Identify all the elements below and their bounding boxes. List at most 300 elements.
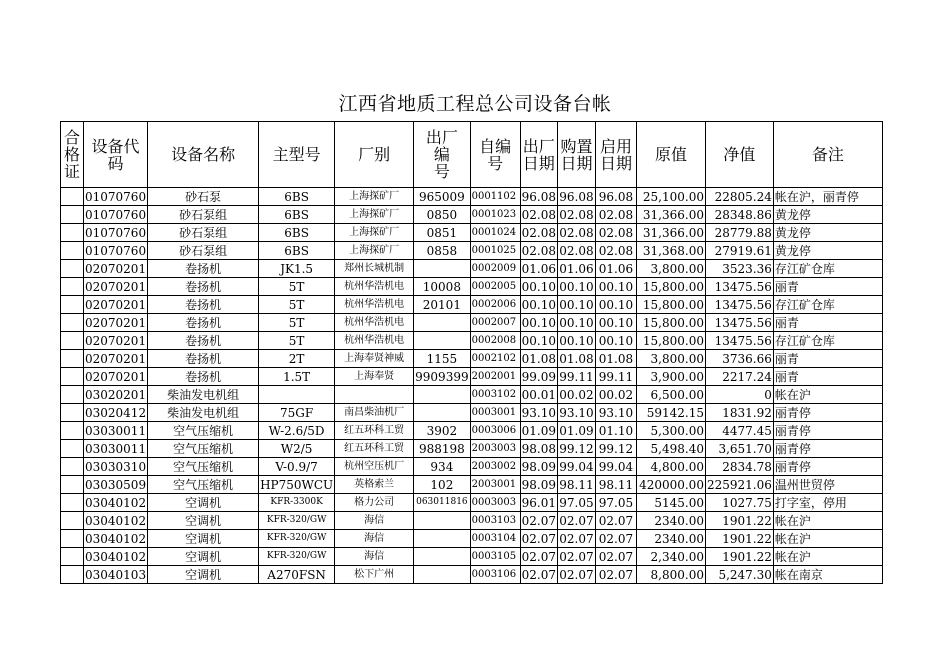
cell-net-value: 3736.66 <box>705 350 773 368</box>
cell-factory-no <box>414 530 470 548</box>
cell-net-value: 5,247.30 <box>705 566 773 584</box>
cell-cert <box>61 278 84 296</box>
cell-model: W-2.6/5D <box>259 422 335 440</box>
cell-buy-date: 01.06 <box>559 261 594 276</box>
cell-orig-value: 31,368.00 <box>636 242 705 260</box>
cell-made-date: 96.01 <box>521 495 556 510</box>
cell-model: 6BS <box>259 206 335 224</box>
cell-self-no: 0003106 <box>470 566 520 584</box>
cell-factory: 上海奉贤神威 <box>335 350 414 368</box>
table-row <box>61 242 883 260</box>
cell-self-no: 2003002 <box>470 458 520 476</box>
cell-made-date: 01.08 <box>521 351 556 366</box>
cell-made-date: 98.08 <box>521 441 556 456</box>
cell-orig-value: 59142.15 <box>636 404 705 422</box>
cell-factory: 杭州华浩机电 <box>335 314 414 332</box>
cell-use-date: 01.10 <box>595 422 636 440</box>
cell-factory-no <box>414 332 470 350</box>
cell-factory-no: 3902 <box>414 422 470 440</box>
cell-buy-date: 00.10 <box>559 315 594 330</box>
cell-factory: 杭州华浩机电 <box>335 332 414 350</box>
cell-orig-value: 4,800.00 <box>636 458 705 476</box>
cell-net-value: 13475.56 <box>705 296 773 314</box>
table-row <box>61 476 883 494</box>
cell-made-date: 02.07 <box>521 567 556 582</box>
cell-use-date: 00.10 <box>595 314 636 332</box>
cell-cert <box>61 386 84 404</box>
table-row <box>61 332 883 350</box>
cell-orig-value: 5,498.40 <box>636 440 705 458</box>
header-row <box>61 122 883 188</box>
cell-made-date: 01.09 <box>521 423 556 438</box>
cell-buy-date: 01.09 <box>559 423 594 438</box>
cell-code: 03030509 <box>85 477 147 492</box>
cell-self-no: 0001102 <box>470 188 520 206</box>
cell-orig-value: 15,800.00 <box>636 314 705 332</box>
cell-name: 卷扬机 <box>148 278 259 296</box>
cell-buy-date: 02.07 <box>559 531 594 546</box>
cell-buy-date: 00.10 <box>559 279 594 294</box>
cell-name: 卷扬机 <box>148 296 259 314</box>
table-row <box>61 314 883 332</box>
cell-self-no: 0002005 <box>470 278 520 296</box>
cell-self-no: 0003105 <box>470 548 520 566</box>
cell-model: 6BS <box>259 224 335 242</box>
cell-buy-date: 02.07 <box>559 549 594 564</box>
cell-factory-no: 0851 <box>414 224 470 242</box>
cell-self-no: 0003104 <box>470 530 520 548</box>
cell-note: 丽青停 <box>773 404 882 422</box>
table-row <box>61 548 883 566</box>
header-self-no: 自编 号 <box>470 122 520 188</box>
cell-net-value: 1831.92 <box>705 404 773 422</box>
cell-use-date: 02.07 <box>595 566 636 584</box>
cell-buy-date: 98.11 <box>559 477 594 492</box>
cell-code: 03020412 <box>85 405 147 420</box>
table-row <box>61 350 883 368</box>
cell-code: 01070760 <box>85 225 147 240</box>
cell-name: 卷扬机 <box>148 314 259 332</box>
table-row <box>61 440 883 458</box>
cell-factory-no: 1155 <box>414 350 470 368</box>
cell-factory: 杭州空压机厂 <box>335 458 414 476</box>
cell-self-no: 0001025 <box>470 242 520 260</box>
cell-note: 丽青停 <box>773 440 882 458</box>
cell-net-value: 13475.56 <box>705 278 773 296</box>
cell-buy-date: 99.11 <box>559 369 594 384</box>
cell-made-date: 02.07 <box>521 549 556 564</box>
cell-factory-no <box>414 260 470 278</box>
cell-code: 01070760 <box>85 243 147 258</box>
cell-made-date: 00.10 <box>521 279 556 294</box>
cell-self-no: 0003003 <box>470 494 520 512</box>
cell-cert <box>61 566 84 584</box>
page-title: 江西省地质工程总公司设备台帐 <box>338 93 612 115</box>
cell-net-value: 1027.75 <box>705 494 773 512</box>
cell-name: 空气压缩机 <box>148 458 259 476</box>
cell-factory: 海信 <box>335 548 414 566</box>
cell-made-date: 00.10 <box>521 315 556 330</box>
cell-code: 03040103 <box>85 567 147 582</box>
cell-factory-no: 20101 <box>414 296 470 314</box>
cell-orig-value: 8,800.00 <box>636 566 705 584</box>
cell-made-date: 02.08 <box>521 225 556 240</box>
cell-name: 空气压缩机 <box>148 422 259 440</box>
cell-self-no: 0002006 <box>470 296 520 314</box>
cell-note: 黄龙停 <box>773 224 882 242</box>
cell-buy-date: 02.07 <box>559 513 594 528</box>
header-net-value: 净值 <box>705 122 773 188</box>
cell-factory-no: 063011816 <box>414 494 470 512</box>
cell-code: 02070201 <box>85 333 147 348</box>
cell-net-value: 28348.86 <box>705 206 773 224</box>
cell-buy-date: 00.10 <box>559 297 594 312</box>
cell-buy-date: 00.02 <box>559 387 594 402</box>
cell-note: 丽青停 <box>773 422 882 440</box>
cell-note: 存江矿仓库 <box>773 260 882 278</box>
cell-net-value: 4477.45 <box>705 422 773 440</box>
cell-use-date: 02.08 <box>595 224 636 242</box>
cell-code: 03030310 <box>85 459 147 474</box>
cell-note: 帐在南京 <box>773 566 882 584</box>
cell-code: 02070201 <box>85 315 147 330</box>
cell-factory-no <box>414 404 470 422</box>
table-row <box>61 224 883 242</box>
cell-factory: 海信 <box>335 530 414 548</box>
cell-model: KFR-3300K <box>259 494 335 512</box>
cell-name: 砂石泵组 <box>148 206 259 224</box>
cell-made-date: 02.08 <box>521 207 556 222</box>
header-factory: 厂别 <box>335 122 414 188</box>
cell-cert <box>61 422 84 440</box>
cell-factory-no: 102 <box>414 476 470 494</box>
cell-factory: 上海探矿厂 <box>335 206 414 224</box>
cell-cert <box>61 458 84 476</box>
cell-use-date: 02.07 <box>595 548 636 566</box>
cell-net-value: 1901.22 <box>705 512 773 530</box>
cell-cert <box>61 476 84 494</box>
cell-buy-date: 02.07 <box>559 567 594 582</box>
cell-name: 砂石泵 <box>148 188 259 206</box>
cell-cert <box>61 512 84 530</box>
cell-use-date: 02.07 <box>595 530 636 548</box>
cell-note: 丽青停 <box>773 458 882 476</box>
cell-model: 1.5T <box>259 368 335 386</box>
table-row <box>61 422 883 440</box>
cell-name: 卷扬机 <box>148 368 259 386</box>
cell-orig-value: 5,300.00 <box>636 422 705 440</box>
cell-orig-value: 3,800.00 <box>636 260 705 278</box>
cell-cert <box>61 296 84 314</box>
cell-code: 03040102 <box>85 513 147 528</box>
cell-code: 03030011 <box>85 441 147 456</box>
table-row <box>61 494 883 512</box>
cell-made-date: 98.09 <box>521 459 556 474</box>
table-row <box>61 566 883 584</box>
cell-name: 空调机 <box>148 530 259 548</box>
cell-use-date: 02.07 <box>595 512 636 530</box>
cell-code: 02070201 <box>85 369 147 384</box>
cell-factory-no: 965009 <box>414 188 470 206</box>
cell-model: A270FSN <box>259 566 335 584</box>
table-row <box>61 188 883 206</box>
cell-cert <box>61 224 84 242</box>
cell-cert <box>61 548 84 566</box>
cell-use-date: 96.08 <box>595 188 636 206</box>
table-row <box>61 368 883 386</box>
cell-name: 卷扬机 <box>148 350 259 368</box>
header-cert: 合 格 证 <box>61 122 84 188</box>
cell-net-value: 225921.06 <box>706 477 772 492</box>
cell-model: KFR-320/GW <box>259 512 335 530</box>
cell-factory-no <box>414 548 470 566</box>
cell-self-no: 2003003 <box>470 440 520 458</box>
cell-self-no: 0001024 <box>470 224 520 242</box>
cell-net-value: 1901.22 <box>705 530 773 548</box>
cell-orig-value: 420000.00 <box>636 476 705 494</box>
cell-made-date: 00.10 <box>521 333 556 348</box>
cell-cert <box>61 188 84 206</box>
cell-cert <box>61 530 84 548</box>
header-made-date: 出厂 日期 <box>520 122 557 188</box>
cell-name: 柴油发电机组 <box>148 404 259 422</box>
cell-name: 柴油发电机组 <box>148 386 259 404</box>
cell-factory: 上海探矿厂 <box>335 242 414 260</box>
table-row <box>61 530 883 548</box>
cell-factory <box>335 386 414 404</box>
cell-buy-date: 02.08 <box>559 207 594 222</box>
cell-note: 丽青 <box>773 368 882 386</box>
cell-use-date: 93.10 <box>595 404 636 422</box>
cell-model: KFR-320/GW <box>259 548 335 566</box>
header-code: 设备代 码 <box>84 122 148 188</box>
cell-cert <box>61 260 84 278</box>
cell-orig-value: 2340.00 <box>636 512 705 530</box>
table-row <box>61 386 883 404</box>
cell-factory: 南昌柴油机厂 <box>335 404 414 422</box>
cell-made-date: 02.08 <box>521 243 556 258</box>
cell-model: 5T <box>259 314 335 332</box>
cell-model: 5T <box>259 332 335 350</box>
table-row <box>61 206 883 224</box>
cell-orig-value: 2,340.00 <box>636 548 705 566</box>
cell-cert <box>61 206 84 224</box>
cell-name: 空调机 <box>148 548 259 566</box>
cell-code: 03040102 <box>85 531 147 546</box>
cell-buy-date: 99.12 <box>559 441 594 456</box>
cell-made-date: 00.10 <box>521 297 556 312</box>
table-row <box>61 458 883 476</box>
cell-orig-value: 6,500.00 <box>636 386 705 404</box>
cell-made-date: 02.07 <box>521 513 556 528</box>
cell-orig-value: 2340.00 <box>636 530 705 548</box>
table-row <box>61 260 883 278</box>
cell-model: 2T <box>259 350 335 368</box>
cell-factory-no <box>414 386 470 404</box>
table-row <box>61 404 883 422</box>
cell-orig-value: 3,800.00 <box>636 350 705 368</box>
header-name: 设备名称 <box>148 122 259 188</box>
cell-code: 03030011 <box>85 423 147 438</box>
cell-orig-value: 31,366.00 <box>636 224 705 242</box>
cell-name: 砂石泵组 <box>148 224 259 242</box>
equipment-ledger-table <box>60 121 883 584</box>
cell-cert <box>61 332 84 350</box>
cell-orig-value: 15,800.00 <box>636 278 705 296</box>
cell-code: 03020201 <box>85 387 147 402</box>
cell-buy-date: 02.08 <box>559 225 594 240</box>
cell-net-value: 2834.78 <box>705 458 773 476</box>
cell-made-date: 96.08 <box>521 189 556 204</box>
cell-model <box>259 386 335 404</box>
cell-name: 空调机 <box>148 566 259 584</box>
cell-net-value: 28779.88 <box>705 224 773 242</box>
cell-name: 空调机 <box>148 494 259 512</box>
cell-model: W2/5 <box>259 440 335 458</box>
cell-factory: 英格索兰 <box>335 476 414 494</box>
cell-model: JK1.5 <box>259 260 335 278</box>
cell-note: 帐在沪，丽青停 <box>773 188 882 206</box>
cell-orig-value: 25,100.00 <box>636 188 705 206</box>
cell-factory-no: 934 <box>414 458 470 476</box>
table-row <box>61 296 883 314</box>
cell-use-date: 99.11 <box>595 368 636 386</box>
cell-note: 存江矿仓库 <box>773 332 882 350</box>
cell-use-date: 02.08 <box>595 206 636 224</box>
cell-factory: 红五环科工贸 <box>335 422 414 440</box>
cell-self-no: 2003001 <box>470 476 520 494</box>
cell-code: 01070760 <box>85 189 147 204</box>
cell-name: 卷扬机 <box>148 260 259 278</box>
cell-name: 空气压缩机 <box>148 440 259 458</box>
cell-cert <box>61 404 84 422</box>
cell-factory-no <box>414 314 470 332</box>
cell-note: 存江矿仓库 <box>773 296 882 314</box>
cell-net-value: 3523.36 <box>705 260 773 278</box>
cell-model: 75GF <box>259 404 335 422</box>
cell-orig-value: 15,800.00 <box>636 332 705 350</box>
cell-factory: 红五环科工贸 <box>335 440 414 458</box>
cell-factory: 松下广州 <box>335 566 414 584</box>
cell-note: 丽青 <box>773 278 882 296</box>
cell-orig-value: 31,366.00 <box>636 206 705 224</box>
cell-made-date: 93.10 <box>521 405 556 420</box>
header-use-date: 启用 日期 <box>595 122 636 188</box>
cell-use-date: 99.04 <box>595 458 636 476</box>
cell-code: 03040102 <box>85 495 147 510</box>
cell-self-no: 0002009 <box>470 260 520 278</box>
cell-use-date: 02.08 <box>595 242 636 260</box>
cell-factory-no <box>414 512 470 530</box>
cell-code: 03040102 <box>85 549 147 564</box>
cell-self-no: 0001023 <box>470 206 520 224</box>
cell-factory-no: 0858 <box>414 242 470 260</box>
cell-factory: 海信 <box>335 512 414 530</box>
cell-factory: 格力公司 <box>335 494 414 512</box>
cell-buy-date: 93.10 <box>559 405 594 420</box>
cell-cert <box>61 242 84 260</box>
cell-code: 02070201 <box>85 297 147 312</box>
cell-factory: 上海探矿厂 <box>335 224 414 242</box>
ledger-body <box>61 188 883 584</box>
header-note: 备注 <box>773 122 882 188</box>
cell-net-value: 27919.61 <box>705 242 773 260</box>
cell-use-date: 98.11 <box>595 476 636 494</box>
cell-note: 丽青 <box>773 350 882 368</box>
cell-model: HP750WCU <box>260 477 334 492</box>
cell-factory-no: 9909399 <box>415 369 469 384</box>
cell-use-date: 00.10 <box>595 332 636 350</box>
cell-self-no: 0003006 <box>470 422 520 440</box>
cell-net-value: 1901.22 <box>705 548 773 566</box>
cell-code: 01070760 <box>85 207 147 222</box>
cell-net-value: 13475.56 <box>705 314 773 332</box>
cell-made-date: 98.09 <box>521 477 556 492</box>
cell-buy-date: 01.08 <box>559 351 594 366</box>
cell-code: 02070201 <box>85 279 147 294</box>
cell-note: 帐在沪 <box>773 386 882 404</box>
header-orig-value: 原值 <box>636 122 705 188</box>
cell-use-date: 00.10 <box>595 296 636 314</box>
cell-cert <box>61 494 84 512</box>
cell-factory: 上海奉贤 <box>335 368 414 386</box>
cell-use-date: 00.10 <box>595 278 636 296</box>
cell-cert <box>61 350 84 368</box>
cell-net-value: 2217.24 <box>705 368 773 386</box>
cell-name: 砂石泵组 <box>148 242 259 260</box>
cell-note: 帐在沪 <box>773 512 882 530</box>
cell-use-date: 97.05 <box>595 494 636 512</box>
cell-note: 黄龙停 <box>773 206 882 224</box>
cell-factory: 郑州长城机制 <box>335 260 414 278</box>
cell-made-date: 99.09 <box>521 369 556 384</box>
cell-model: KFR-320/GW <box>259 530 335 548</box>
cell-note: 黄龙停 <box>773 242 882 260</box>
cell-factory: 杭州华浩机电 <box>335 278 414 296</box>
cell-note: 帐在沪 <box>773 530 882 548</box>
cell-use-date: 01.06 <box>595 260 636 278</box>
cell-model: 5T <box>259 296 335 314</box>
cell-model: 6BS <box>259 242 335 260</box>
cell-note: 打字室，停用 <box>773 494 882 512</box>
cell-self-no: 0003102 <box>470 386 520 404</box>
cell-orig-value: 15,800.00 <box>636 296 705 314</box>
cell-buy-date: 97.05 <box>559 495 594 510</box>
cell-self-no: 0002102 <box>470 350 520 368</box>
cell-name: 空气压缩机 <box>148 476 259 494</box>
cell-self-no: 0002008 <box>470 332 520 350</box>
cell-buy-date: 99.04 <box>559 459 594 474</box>
cell-use-date: 00.02 <box>595 386 636 404</box>
cell-use-date: 99.12 <box>595 440 636 458</box>
cell-orig-value: 5145.00 <box>636 494 705 512</box>
cell-code: 02070201 <box>85 351 147 366</box>
cell-note: 丽青 <box>773 314 882 332</box>
cell-cert <box>61 440 84 458</box>
cell-model: 6BS <box>259 188 335 206</box>
cell-factory-no: 0850 <box>414 206 470 224</box>
cell-net-value: 3,651.70 <box>705 440 773 458</box>
cell-factory-no: 988198 <box>414 440 470 458</box>
cell-model: V-0.9/7 <box>259 458 335 476</box>
cell-use-date: 01.08 <box>595 350 636 368</box>
cell-note: 帐在沪 <box>773 548 882 566</box>
cell-cert <box>61 368 84 386</box>
cell-made-date: 00.01 <box>521 387 556 402</box>
cell-model: 5T <box>259 278 335 296</box>
cell-buy-date: 00.10 <box>559 333 594 348</box>
cell-note: 温州世贸停 <box>773 476 882 494</box>
